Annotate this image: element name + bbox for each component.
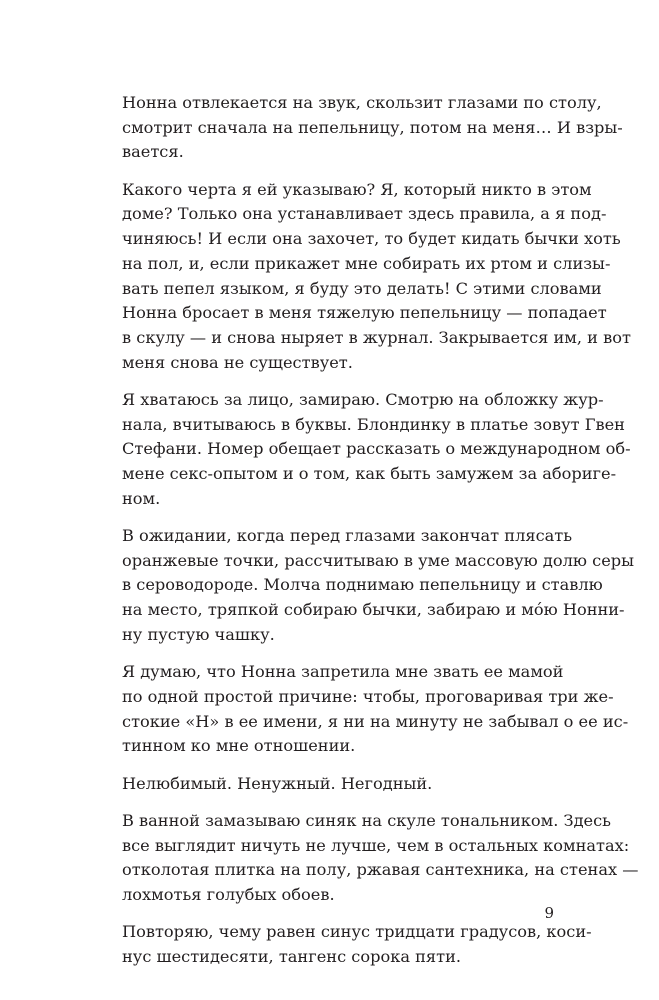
text-line: В ожидании, когда перед глазами закончат плясать [122,526,573,546]
text-line: смотрит сначала на пепельницу, потом на меня… И взры- [122,117,623,137]
text-line: стокие «Н» в ее имени, я ни на минуту не забывал о ее ис- [122,711,629,731]
paragraph [122,660,629,759]
text-line: Стефани. Номер обещает рассказать о международном об- [122,439,631,459]
text-line: в сероводороде. Молча поднимаю пепельницу и ставлю [122,575,603,595]
text-line: оранжевые точки, рассчитываю в уме массовую долю серы [122,550,635,570]
text-line: лохмотья голубых обоев. [122,884,335,904]
text-line: Я хватаюсь за лицо, замираю. Смотрю на обложку жур- [122,389,604,409]
text-line: тинном ко мне отношении. [122,736,356,756]
paragraph [122,772,552,797]
text-line: Нонна бросает в меня тяжелую пепельницу — попадает [122,303,607,323]
text-line: Повторяю, чему равен синус тридцати градусов, коси- [122,922,592,942]
text-line: меня снова не существует. [122,352,353,372]
text-line: на место, тряпкой собираю бычки, забираю и мо́ю Нонни- [122,600,625,620]
text-line: вается. [122,142,184,162]
text-line: Нелюбимый. Ненужный. Негодный. [122,773,433,793]
text-line: нала, вчитываюсь в буквы. Блондинку в платье зовут Гвен [122,414,625,434]
page-number: 9 [544,904,554,922]
text-line: В ванной замазываю синяк на скуле тональником. Здесь [122,810,611,830]
text-line: доме? Только она устанавливает здесь правила, а я под- [122,204,607,224]
text-line: ну пустую чашку. [122,624,275,644]
text-line: все выглядит ничуть не лучше, чем в остальных комнатах: [122,835,630,855]
text-line: Какого черта я ей указываю? Я, который никто в этом [122,179,592,199]
text-line: отколотая плитка на полу, ржавая сантехника, на стенах — [122,860,639,880]
text-line: чиняюсь! И если она захочет, то будет кидать бычки хоть [122,229,621,249]
paragraph [122,91,623,165]
text-line: в скулу — и снова ныряет в журнал. Закрывается им, и вот [122,327,631,347]
body-text [122,91,639,982]
paragraph [122,388,631,512]
text-line: Нонна отвлекается на звук, скользит глазами по столу, [122,93,602,112]
text-line: вать пепел языком, я буду это делать! С этими словами [122,278,602,298]
text-line: нус шестидесяти, тангенс сорока пяти. [122,946,462,966]
paragraph [122,809,639,908]
paragraph [122,178,631,376]
text-line: по одной простой причине: чтобы, проговаривая три же- [122,686,614,706]
paragraph [122,920,592,969]
text-line: мене секс-опытом и о том, как быть замужем за абориге- [122,464,617,484]
paragraph [122,524,635,648]
text-line: на пол, и, если прикажет мне собирать их ртом и слизы- [122,253,611,273]
text-line: ном. [122,488,161,508]
text-line: Я думаю, что Нонна запретила мне звать ее мамой [122,662,564,682]
